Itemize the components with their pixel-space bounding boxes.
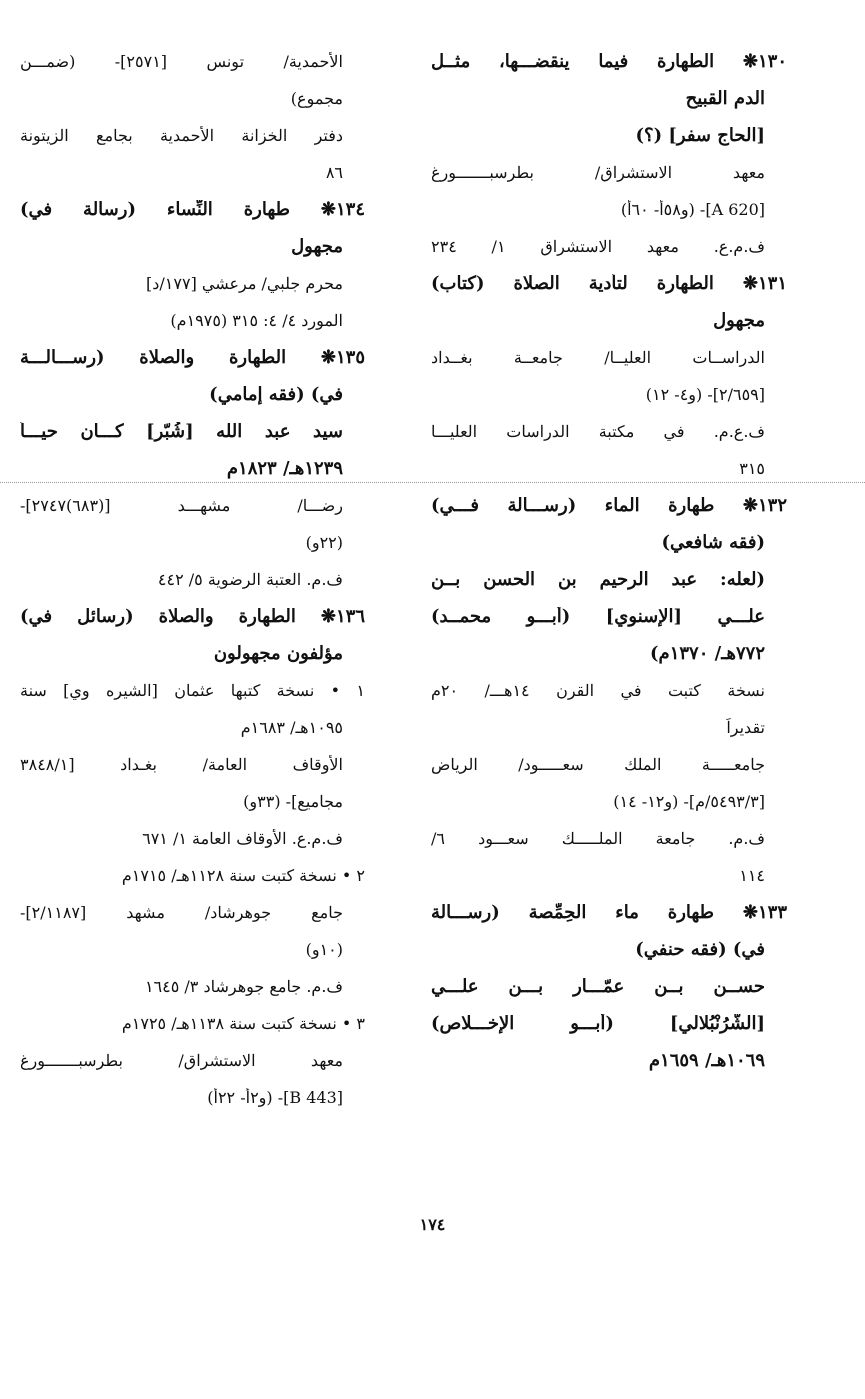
entry-130-catalog: ف.م.ع. معهد الاستشراق ١/ ٢٣٤: [431, 237, 765, 256]
entry-131-catalog-page: ٣١٥: [739, 459, 765, 478]
entry-133-author-line1: حســن بــن عمّـــار بـــن علـــي: [431, 977, 765, 997]
entry-133-title: ١٣٣❋ طهارة ماء الحِمِّصة (رســـالة: [431, 903, 787, 923]
entry-133-subject: في) (فقه حنفي): [635, 940, 765, 960]
entry-131-shelfmark: [٢/٦٥٩]- (و٤- ١٢): [645, 385, 765, 404]
entry-134-author: مجهول: [291, 237, 343, 257]
entry-133-catalog-page: ٨٦: [325, 163, 343, 182]
entry-136-copy-3-library: معهد الاستشراق/ بطرسبـــــــورغ: [20, 1051, 343, 1070]
entry-136-copy-1-shelfmark: مجاميع]- (٣٣و): [243, 792, 343, 811]
entry-136-copy-2: ٢ • نسخة كتبت سنة ١١٢٨هـ/ ١٧١٥م: [121, 866, 365, 885]
entry-134-catalog: المورد ٤/ ٤: ٣١٥ (١٩٧٥م): [170, 311, 343, 330]
entry-133-library-cont: مجموع): [290, 89, 343, 108]
entry-136-author: مؤلفون مجهولون: [213, 644, 343, 664]
entry-135-title: ١٣٥❋ الطهارة والصلاة (رســـالـــة: [20, 348, 365, 368]
entry-130-subject: الدم القبيح: [685, 89, 765, 109]
entry-132-library: جامعـــــة الملك سعـــــود/ الرياض: [431, 755, 765, 774]
entry-136-copy-3: ٣ • نسخة كتبت سنة ١١٣٨هـ/ ١٧٢٥م: [121, 1014, 365, 1033]
entry-135-author: سيد عبد الله [شُبّر] كـــان حيـــاً: [20, 422, 343, 442]
entry-133-author-dates: ١٠٦٩هـ/ ١٦٥٩م: [648, 1051, 765, 1071]
entry-134-title: ١٣٤❋ طهارة النِّساء (رسالة في): [20, 200, 365, 220]
entry-136-copy-2-catalog: ف.م. جامع جوهرشاد ٣/ ١٦٤٥: [144, 977, 343, 996]
entry-131-author: مجهول: [713, 311, 765, 331]
entry-136-copy-1-date: ١٠٩٥هـ/ ١٦٨٣م: [240, 718, 343, 737]
entry-136-copy-2-library: جامع جوهرشاد/ مشهد [٢/١١٨٧]-: [20, 903, 343, 922]
entry-135-catalog: ف.م. العتبة الرضوية ٥/ ٤٤٢: [157, 570, 343, 589]
entry-132-author-dates: ٧٧٢هـ/ ١٣٧٠م): [650, 644, 765, 664]
entry-130-shelfmark: [A 620]- (و٥٨أ- ٦٠أ): [620, 200, 765, 219]
entry-131-library: الدراســات العليــا/ جامعــة بغــداد: [431, 348, 765, 367]
entry-136-copy-1-catalog: ف.م.ع. الأوقاف العامة ١/ ٦٧١: [142, 829, 343, 848]
entry-132-copy-note: نسخة كتبت في القرن ١٤هـــ/ ٢٠م: [431, 681, 765, 700]
entry-132-shelfmark: [٥٤٩٣/٣/م]- (و١٢- ١٤): [613, 792, 765, 811]
entry-135-subject: في) (فقه إمامي): [209, 385, 343, 405]
entry-131-catalog: ف.ع.م. في مكتبة الدراسات العليـــا: [431, 422, 765, 441]
entry-130-title: ١٣٠❋ الطهارة فيما ينقضـــها، مثــل: [431, 52, 787, 72]
entry-136-title: ١٣٦❋ الطهارة والصلاة (رسائل في): [20, 607, 365, 627]
entry-132-author-line1: (لعله: عبد الرحيم بن الحسن بــن: [431, 570, 765, 590]
entry-136-copy-3-shelfmark: [B 443]- (و٢أ- ٢٢أ): [207, 1088, 343, 1107]
entry-132-subject: (فقه شافعي): [661, 533, 765, 553]
left-column: [20, 52, 365, 1125]
entry-132-catalog: ف.م. جامعة الملـــــك سعـــود ٦/: [431, 829, 765, 848]
entry-133-author-line2: [الشُّرُنْبُلالي] (أبـــو الإخـــلاص): [431, 1014, 765, 1034]
entry-136-copy-1: ١ • نسخة كتبها عثمان [الشيره وي] سنة: [20, 681, 365, 700]
page-number: ١٧٤: [419, 1215, 446, 1234]
entry-136-copy-2-folio: (١٠و): [305, 940, 343, 959]
entry-135-folio: (٢٢و): [305, 533, 343, 552]
entry-134-library: محرم جلبي/ مرعشي [١٧٧/د]: [146, 274, 343, 293]
entry-135-library: رضـــا/ مشهـــد [(٦٨٣)٢٧٤٧]-: [20, 496, 343, 515]
entry-133-library: الأحمدية/ تونس [٢٥٧١]- (ضمـــن: [20, 52, 343, 71]
entry-132-catalog-page: ١١٤: [739, 866, 765, 885]
entry-132-copy-note-cont: تقديراً: [726, 718, 765, 737]
entry-136-copy-1-library: الأوقاف العامة/ بغـداد [٣٨٤٨/١: [20, 755, 343, 774]
right-column: [431, 52, 787, 1088]
entry-135-author-dates: ١٢٣٩هـ/ ١٨٢٣م: [226, 459, 343, 479]
entry-132-title: ١٣٢❋ طهارة الماء (رســـالة فـــي): [431, 496, 787, 516]
entry-132-author-line2: علـــي [الإسنوي] (أبـــو محمــد): [431, 607, 765, 627]
scan-fold-line: [0, 482, 865, 483]
entry-130-author: [الحاج سفر] (؟): [635, 126, 765, 146]
entry-130-library: معهد الاستشراق/ بطرسبـــــــورغ: [431, 163, 765, 182]
entry-133-catalog: دفتر الخزانة الأحمدية بجامع الزيتونة: [20, 126, 343, 145]
entry-131-title: ١٣١❋ الطهارة لتأدية الصلاة (كتاب): [431, 274, 787, 294]
